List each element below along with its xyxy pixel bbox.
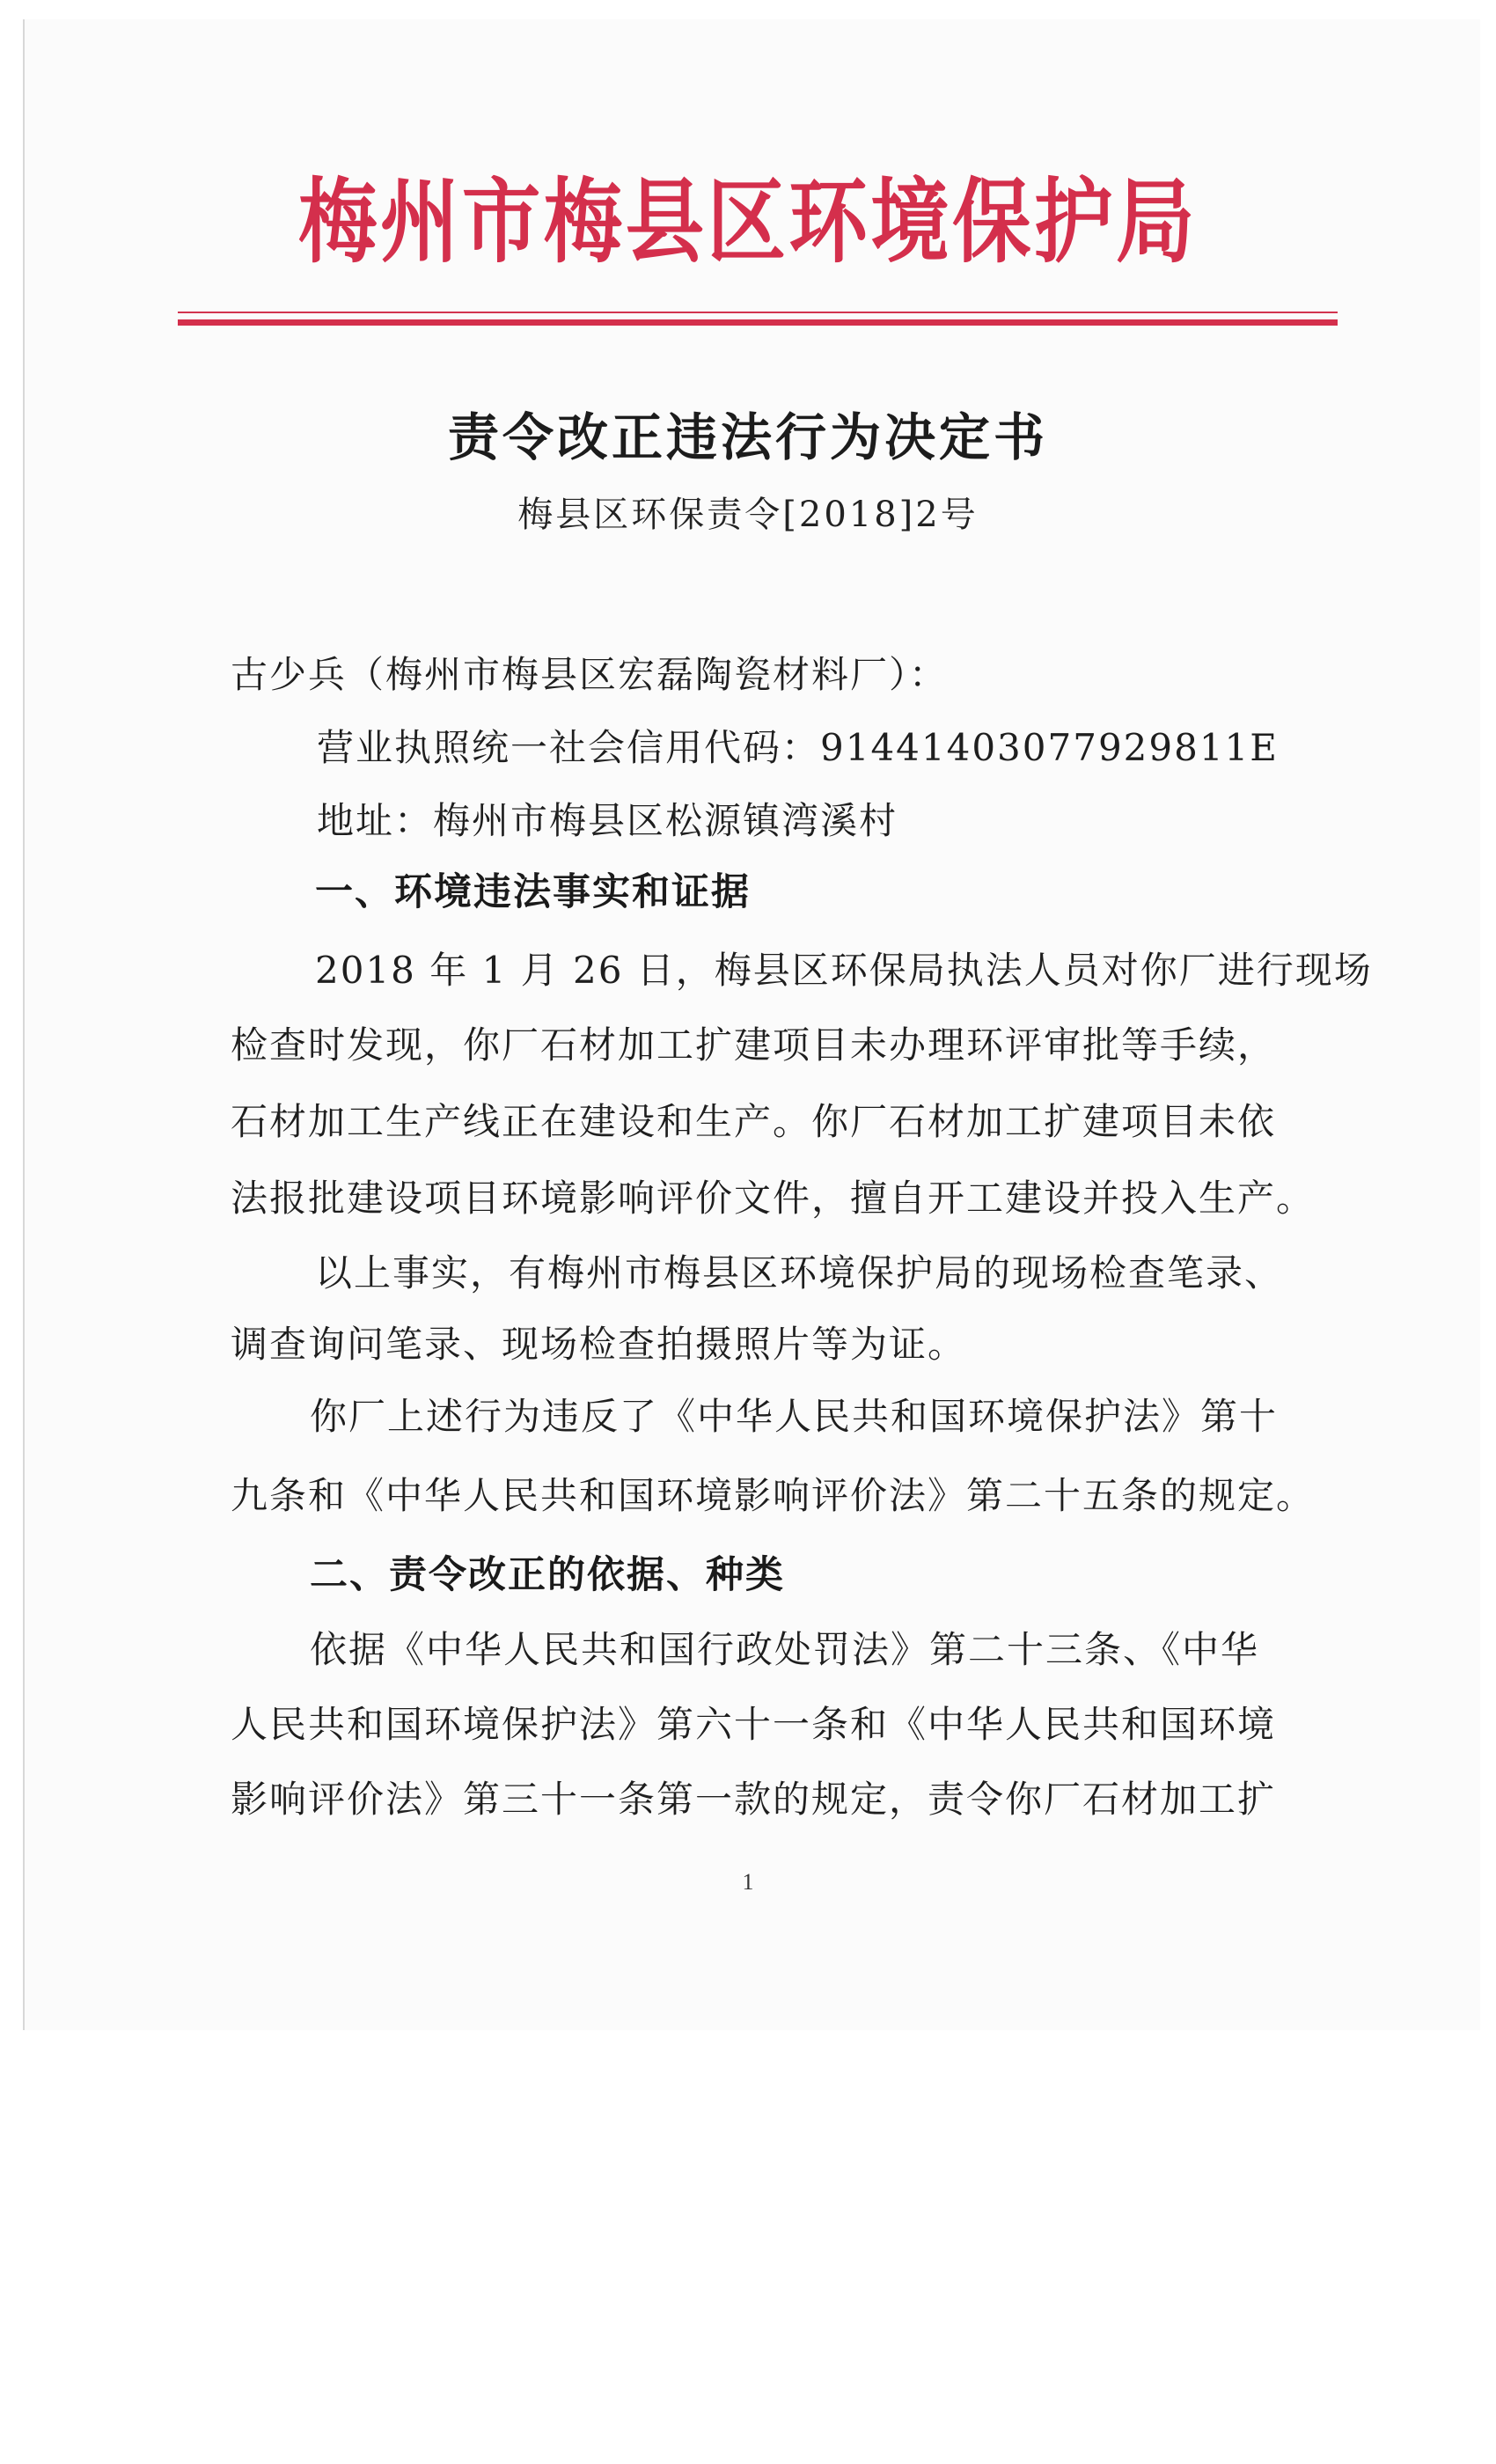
paragraph-line: 法报批建设项目环境影响评价文件，擅自开工建设并投入生产。 [231, 1177, 1316, 1220]
paragraph-line: 石材加工生产线正在建设和生产。你厂石材加工扩建项目未依 [231, 1100, 1277, 1143]
document-number: 梅县区环保责令[2018]2号 [517, 495, 979, 535]
letterhead-rule-thick [178, 319, 1338, 326]
paragraph-line: 依据《中华人民共和国行政处罚法》第二十三条、《中华 [310, 1628, 1260, 1671]
paragraph-line: 你厂上述行为违反了《中华人民共和国环境保护法》第十 [310, 1395, 1279, 1438]
letterhead-rule-thin [178, 312, 1338, 313]
paragraph-line: 以上事实，有梅州市梅县区环境保护局的现场检查笔录、 [315, 1251, 1284, 1294]
address-line: 地址：梅州市梅县区松源镇湾溪村 [317, 799, 898, 842]
section1-heading: 一、环境违法事实和证据 [315, 870, 751, 914]
page-number: 1 [742, 1869, 754, 1895]
paragraph-line: 影响评价法》第三十一条第一款的规定，责令你厂石材加工扩 [231, 1778, 1277, 1821]
document-title: 责令改正违法行为决定书 [447, 407, 1048, 467]
paragraph-line: 九条和《中华人民共和国环境影响评价法》第二十五条的规定。 [231, 1474, 1316, 1517]
paragraph-line: 人民共和国环境保护法》第六十一条和《中华人民共和国环境 [231, 1703, 1277, 1746]
paragraph-line: 检查时发现，你厂石材加工扩建项目未办理环评审批等手续， [231, 1023, 1277, 1067]
credit-code-line: 营业执照统一社会信用代码：91441403077929811E [317, 726, 1279, 769]
paragraph-line: 调查询问笔录、现场检查拍摄照片等为证。 [231, 1323, 967, 1366]
addressee-line: 古少兵（梅州市梅县区宏磊陶瓷材料厂）： [231, 653, 949, 696]
letterhead-organization: 梅州市梅县区环境保护局 [298, 172, 1198, 274]
paragraph-line: 2018 年 1 月 26 日，梅县区环保局执法人员对你厂进行现场 [315, 949, 1373, 992]
section2-heading: 二、责令改正的依据、种类 [310, 1553, 785, 1597]
